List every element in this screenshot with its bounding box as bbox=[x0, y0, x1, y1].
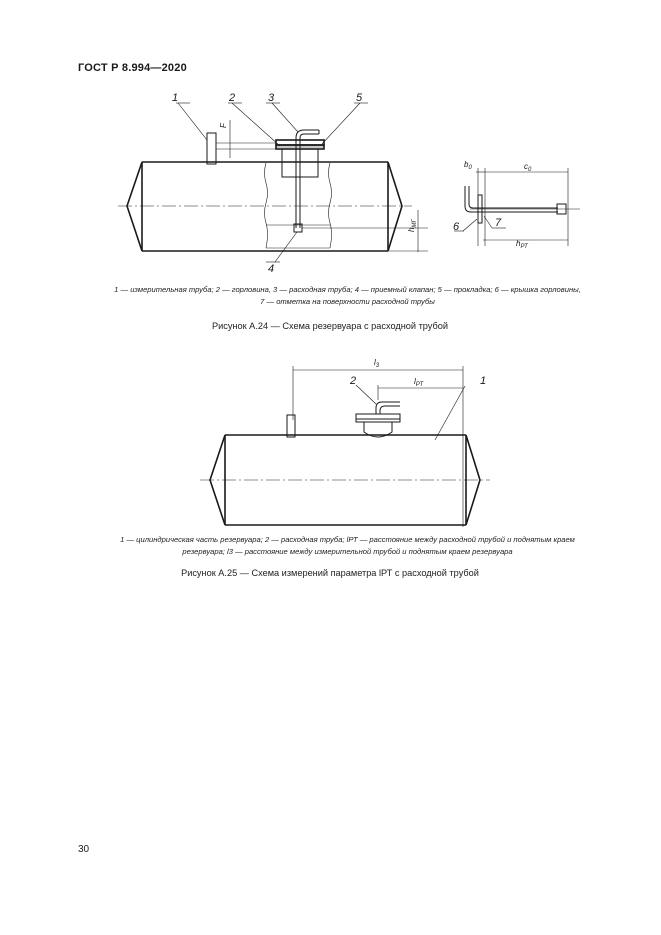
figure-a25-legend-line-1: 1 — цилиндрическая часть резервуара; 2 — расходная труба; lРТ — расстояние между расходной трубой и поднятым краем bbox=[120, 535, 575, 544]
callout-3: 3 bbox=[268, 92, 275, 104]
measuring-pipe-2 bbox=[287, 415, 295, 437]
callout-2-a25: 2 bbox=[350, 375, 357, 387]
figure-a24-legend-line-2: 7 — отметка на поверхности расходной трубы bbox=[260, 297, 435, 306]
label-h-mg: $h_{МГ}$ bbox=[407, 219, 418, 232]
label-l3: $l_3$ bbox=[374, 358, 380, 369]
callout-6: 6 bbox=[453, 221, 460, 233]
callout-1-a25: 1 bbox=[480, 375, 487, 387]
figure-a25-legend-line-2: резервуара; l3 — расстояние между измерительной трубой и поднятым краем резервуара bbox=[182, 547, 513, 556]
callout-5: 5 bbox=[356, 92, 363, 104]
document-header: ГОСТ Р 8.994—2020 bbox=[78, 62, 187, 74]
callout-7: 7 bbox=[495, 217, 502, 229]
page-number: 30 bbox=[78, 844, 90, 855]
figure-a25-legend bbox=[70, 534, 625, 558]
dimension-l3-lpt bbox=[293, 366, 465, 527]
callout-2: 2 bbox=[229, 92, 236, 104]
callout-4: 4 bbox=[268, 263, 275, 275]
discharge-pipe-2 bbox=[376, 402, 400, 414]
figure-a24-legend-line-1: 1 — измерительная труба; 2 — горловина, 3 — расходная труба; 4 — приемный клапан; 5 — прокладка; 6 — крышка горловины, bbox=[114, 285, 581, 294]
label-l-pt: $l_{РТ}$ bbox=[414, 377, 424, 388]
figure-a24-caption: Рисунок А.24 — Схема резервуара с расходной трубой bbox=[211, 321, 448, 331]
label-c0: $c_0$ bbox=[524, 162, 532, 173]
manhole-neck-2 bbox=[356, 414, 400, 437]
figure-a25-caption: Рисунок А.25 — Схема измерений параметра lРТ с расходной трубой bbox=[181, 568, 479, 578]
label-h-pt: $h_{РТ}$ bbox=[516, 239, 528, 250]
label-f: F bbox=[219, 123, 228, 128]
callout-1: 1 bbox=[172, 92, 179, 104]
label-b0: $b_0$ bbox=[464, 160, 472, 171]
